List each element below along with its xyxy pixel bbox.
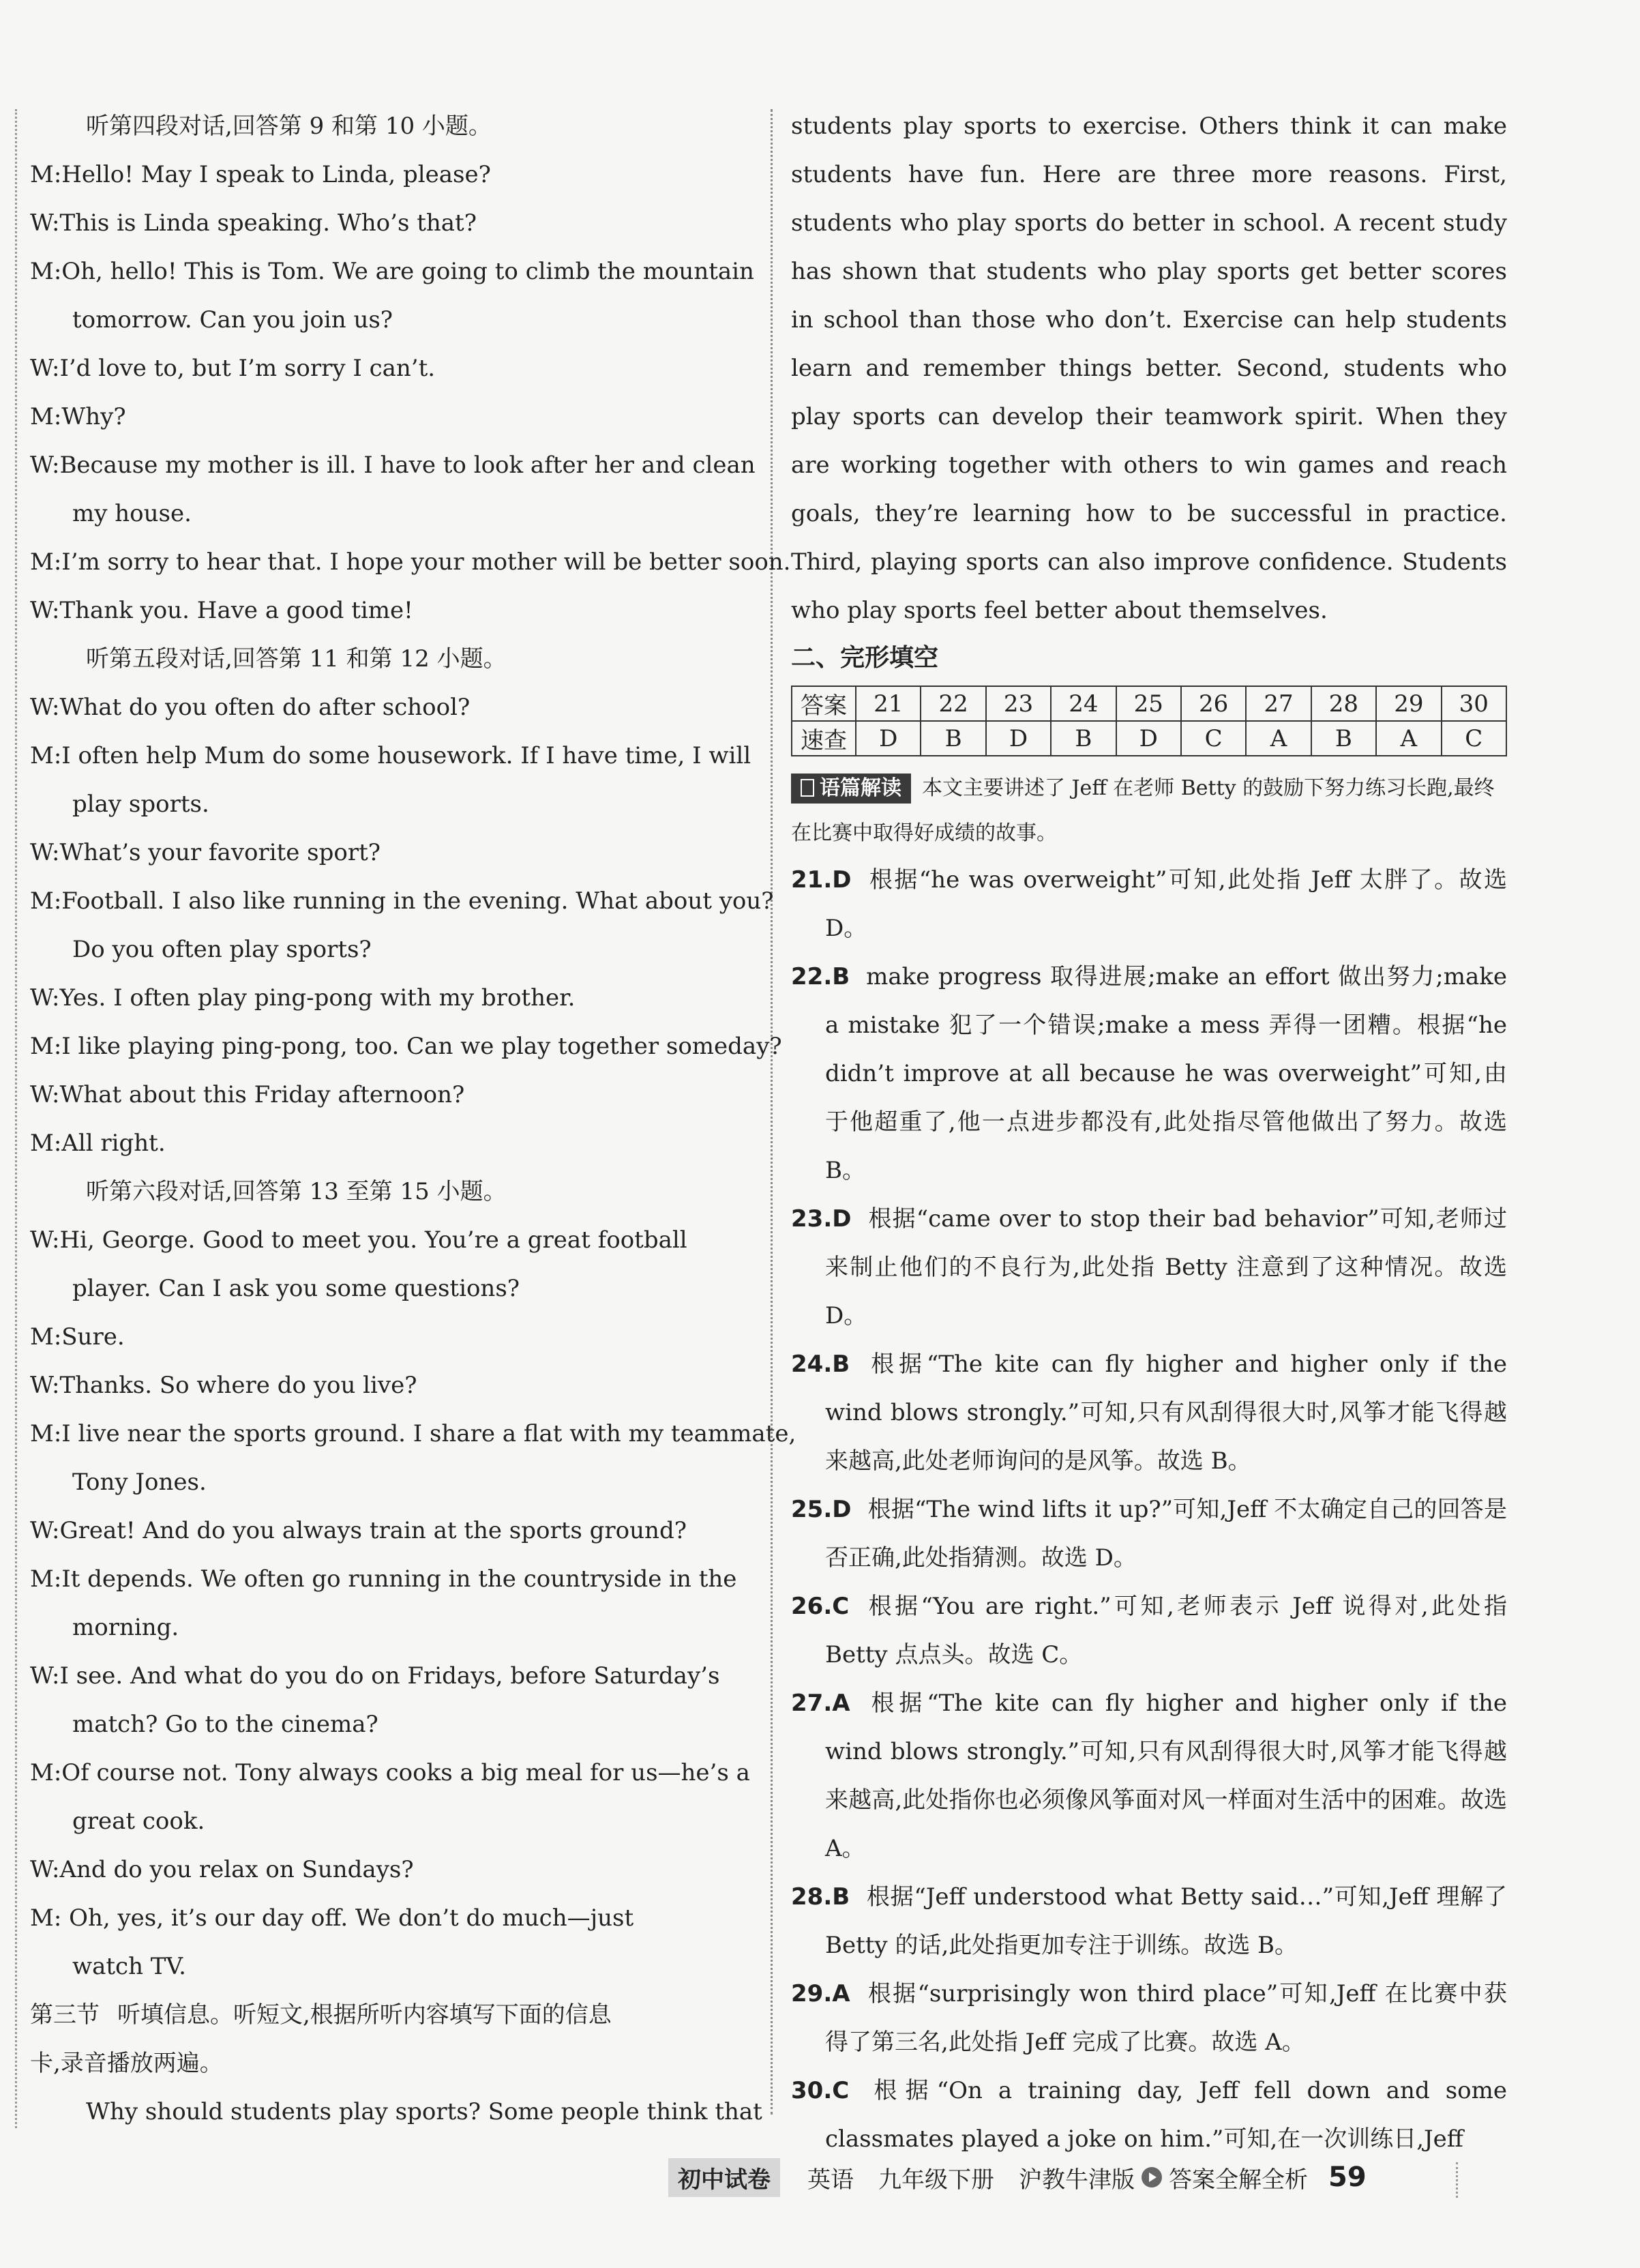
footer-answer: 答案全解全析 (1169, 2166, 1308, 2194)
dialogue-line: W:I see. And what do you do on Fridays, before Saturday’s (30, 1662, 720, 1690)
dialogue-line: W:And do you relax on Sundays? (30, 1856, 414, 1883)
explanation-item (791, 1195, 1507, 1340)
dialogue-line: great cook. (72, 1808, 205, 1835)
left-margin-dots (15, 109, 17, 2128)
dialogue-line: M:I like playing ping-pong, too. Can we play together someday? (30, 1033, 782, 1060)
item-number: 28.B (791, 1883, 850, 1911)
cloze-title: 二、完形填空 (791, 644, 939, 672)
column-divider (771, 109, 773, 2115)
play-icon (1142, 2167, 1162, 2188)
dialogue-line: W:Thanks. So where do you live? (30, 1372, 417, 1399)
dialogue-line: play sports. (72, 791, 209, 818)
section3-head: 第三节 (30, 2001, 100, 2029)
dialogue-line: match? Go to the cinema? (72, 1711, 378, 1738)
dialogue-line: W:What’s your favorite sport? (30, 839, 381, 866)
dialogue-line: M:Hello! May I speak to Linda, please? (30, 161, 491, 188)
dialogue-line: M:Oh, hello! This is Tom. We are going to climb the mountain (30, 258, 754, 285)
dialogue-line: W:Because my mother is ill. I have to look after her and clean (30, 452, 756, 479)
item-number: 25.D (791, 1496, 852, 1523)
dialogue-line: W:Hi, George. Good to meet you. You’re a great football (30, 1226, 687, 1254)
answer-value-cell: A (1376, 721, 1441, 756)
answer-value-cell: D (856, 721, 921, 756)
item-text: 根据“he was overweight”可知,此处指 Jeff 太胖了。故选 D。 (825, 866, 1507, 942)
section3-line1 (30, 1991, 753, 2039)
dialogue-line: Tony Jones. (72, 1469, 207, 1496)
dialogue-line: M:Why? (30, 403, 126, 430)
right-column (791, 102, 1507, 2164)
answer-number-cell: 21 (856, 686, 921, 721)
dialogue-line: M:I’m sorry to hear that. I hope your mother will be better soon. (30, 548, 791, 576)
dialogue-line: player. Can I ask you some questions? (72, 1275, 520, 1302)
dialogue-line: my house. (72, 500, 192, 527)
item-text: 根据“surprisingly won third place”可知,Jeff 在比赛中获得了第三名,此处指 Jeff 完成了比赛。故选 A。 (825, 1980, 1507, 2056)
dialogue-line: morning. (72, 1614, 179, 1641)
footer-grade: 九年级下册 (878, 2166, 994, 2194)
dialogue-line: 听第五段对话,回答第 11 和第 12 小题。 (86, 645, 507, 673)
answer-number-cell: 23 (986, 686, 1051, 721)
answer-number-cell: 29 (1376, 686, 1441, 721)
dialogue-line: W:What do you often do after school? (30, 694, 471, 721)
dialogue-line: 听第六段对话,回答第 13 至第 15 小题。 (86, 1178, 507, 1205)
section3-line2: 卡,录音播放两遍。 (30, 2050, 223, 2077)
reading-summary (791, 766, 1507, 856)
footer (668, 2157, 1514, 2198)
dialogue-line: M:All right. (30, 1130, 166, 1157)
item-text: 根据“Jeff understood what Betty said…”可知,Jeff 理解了 Betty 的话,此处指更加专注于训练。故选 B。 (825, 1883, 1507, 1959)
book-icon (801, 779, 814, 797)
explanation-item (791, 1340, 1507, 1486)
dialogue-line: W:Thank you. Have a good time! (30, 597, 413, 624)
dialogue-line: W:Great! And do you always train at the sports ground? (30, 1517, 687, 1544)
answer-row-head: 答案 (792, 686, 856, 721)
explanation-list (791, 856, 1507, 2164)
dialogue-line: M:Football. I also like running in the evening. What about you? (30, 887, 774, 915)
footer-edition: 沪教牛津版 (1019, 2166, 1135, 2194)
item-text: make progress 取得进展;make an effort 做出努力;make a mistake 犯了一个错误;make a mess 弄得一团糟。根据“he didn’t improve at all because he was overweight”可知,由于他超重了,他一点进步都没有,此处指尽管他做出了努力。故选 B。 (825, 963, 1507, 1184)
dialogue-line: W:Yes. I often play ping-pong with my brother. (30, 984, 576, 1012)
answer-value-cell: C (1181, 721, 1246, 756)
reading-badge-label: 语篇解读 (820, 776, 901, 800)
item-number: 23.D (791, 1205, 852, 1233)
dialogue-line: M:Sure. (30, 1323, 125, 1351)
passage-start: Why should students play sports? Some people think that (86, 2098, 762, 2125)
dialogue-line: watch TV. (72, 1953, 186, 1980)
explanation-item (791, 1582, 1507, 1679)
item-number: 24.B (791, 1351, 850, 1378)
dialogue-line: Do you often play sports? (72, 936, 372, 963)
answer-number-cell: 25 (1116, 686, 1181, 721)
item-number: 27.A (791, 1690, 850, 1717)
item-text: 根据“The wind lifts it up?”可知,Jeff 不太确定自己的回答是否正确,此处指猜测。故选 D。 (825, 1496, 1507, 1572)
explanation-item (791, 1873, 1507, 1970)
answer-number-cell: 27 (1246, 686, 1311, 721)
reading-badge (791, 774, 911, 804)
item-text: 根据“You are right.”可知,老师表示 Jeff 说得对,此处指 Betty 点点头。故选 C。 (825, 1593, 1507, 1668)
answer-value-cell: B (1311, 721, 1376, 756)
item-number: 26.C (791, 1593, 850, 1620)
answer-number-cell: 26 (1181, 686, 1246, 721)
reading-text: 本文主要讲述了 Jeff 在老师 Betty 的鼓励下努力练习长跑,最终在比赛中取得好成绩的故事。 (791, 776, 1495, 845)
item-text: 根据“The kite can fly higher and higher only if the wind blows strongly.”可知,只有风刮得很大时,风筝才能飞得越来越高,此处指你也必须像风筝面对风一样面对生活中的困难。故选 A。 (825, 1690, 1507, 1862)
item-number: 29.A (791, 1980, 850, 2007)
section3-text1: 听填信息。听短文,根据所听内容填写下面的信息 (117, 2001, 612, 2029)
passage-text: students play sports to exercise. Others think it can make students have fun. Here are three more reasons. First, students who play sports do better in school. A recent study has shown that students who play sports get better scores in school than those who don’t. Exercise can help students learn and remember things better. Second, students who play sports can develop their teamwork spirit. When they are working together with others to win games and reach goals, they’re learning how to be successful in practice. Third, playing sports can also improve confidence. Students who play sports feel better about themselves. (791, 113, 1507, 624)
answer-value-cell: B (1051, 721, 1116, 756)
dialogue-line: W:What about this Friday afternoon? (30, 1081, 465, 1108)
answer-value-cell: D (1116, 721, 1181, 756)
footer-tag: 初中试卷 (668, 2158, 780, 2197)
footer-subject: 英语 (807, 2166, 854, 2194)
dialogue-line: M: Oh, yes, it’s our day off. We don’t do much—just (30, 1904, 634, 1932)
answer-value-row (792, 721, 1506, 756)
explanation-item (791, 1970, 1507, 2067)
answer-number-cell: 30 (1442, 686, 1506, 721)
dialogue-line: W:I’d love to, but I’m sorry I can’t. (30, 355, 436, 382)
dialogue-line: 听第四段对话,回答第 9 和第 10 小题。 (86, 113, 492, 140)
answer-number-row (792, 686, 1506, 721)
explanation-item (791, 953, 1507, 1195)
item-text: 根据“On a training day, Jeff fell down and some classmates played a joke on him.”可知,在一次训练日,Jeff (825, 2077, 1507, 2153)
dialogue-line: W:This is Linda speaking. Who’s that? (30, 209, 477, 237)
answer-number-cell: 24 (1051, 686, 1116, 721)
answer-number-cell: 22 (921, 686, 985, 721)
dialogue-line: M:I often help Mum do some housework. If I have time, I will (30, 742, 751, 769)
dialogue-line: M:I live near the sports ground. I share a flat with my teammate, (30, 1420, 796, 1447)
answer-table (791, 686, 1507, 756)
item-number: 22.B (791, 963, 850, 990)
answer-row-head-2: 速查 (792, 721, 856, 756)
answer-number-cell: 28 (1311, 686, 1376, 721)
explanation-item (791, 856, 1507, 953)
explanation-item (791, 1679, 1507, 1873)
answer-value-cell: C (1442, 721, 1506, 756)
item-text: 根据“The kite can fly higher and higher only if the wind blows strongly.”可知,只有风刮得很大时,风筝才能飞得越来越高,此处老师询问的是风筝。故选 B。 (825, 1351, 1507, 1475)
item-text: 根据“came over to stop their bad behavior”可知,老师过来制止他们的不良行为,此处指 Betty 注意到了这种情况。故选 D。 (825, 1205, 1507, 1329)
dialogue-line: M:It depends. We often go running in the countryside in the (30, 1565, 737, 1593)
explanation-item (791, 1486, 1507, 1582)
dialogue-line: M:Of course not. Tony always cooks a big meal for us—he’s a (30, 1759, 750, 1786)
dialogue-line: tomorrow. Can you join us? (72, 306, 393, 334)
item-number: 30.C (791, 2077, 850, 2104)
dialogue-lines (30, 102, 796, 1991)
left-column (30, 102, 796, 2136)
answer-value-cell: A (1246, 721, 1311, 756)
answer-value-cell: B (921, 721, 985, 756)
item-number: 21.D (791, 866, 852, 894)
answer-value-cell: D (986, 721, 1051, 756)
page-number: 59 (1328, 2162, 1367, 2193)
explanation-item (791, 2067, 1507, 2164)
